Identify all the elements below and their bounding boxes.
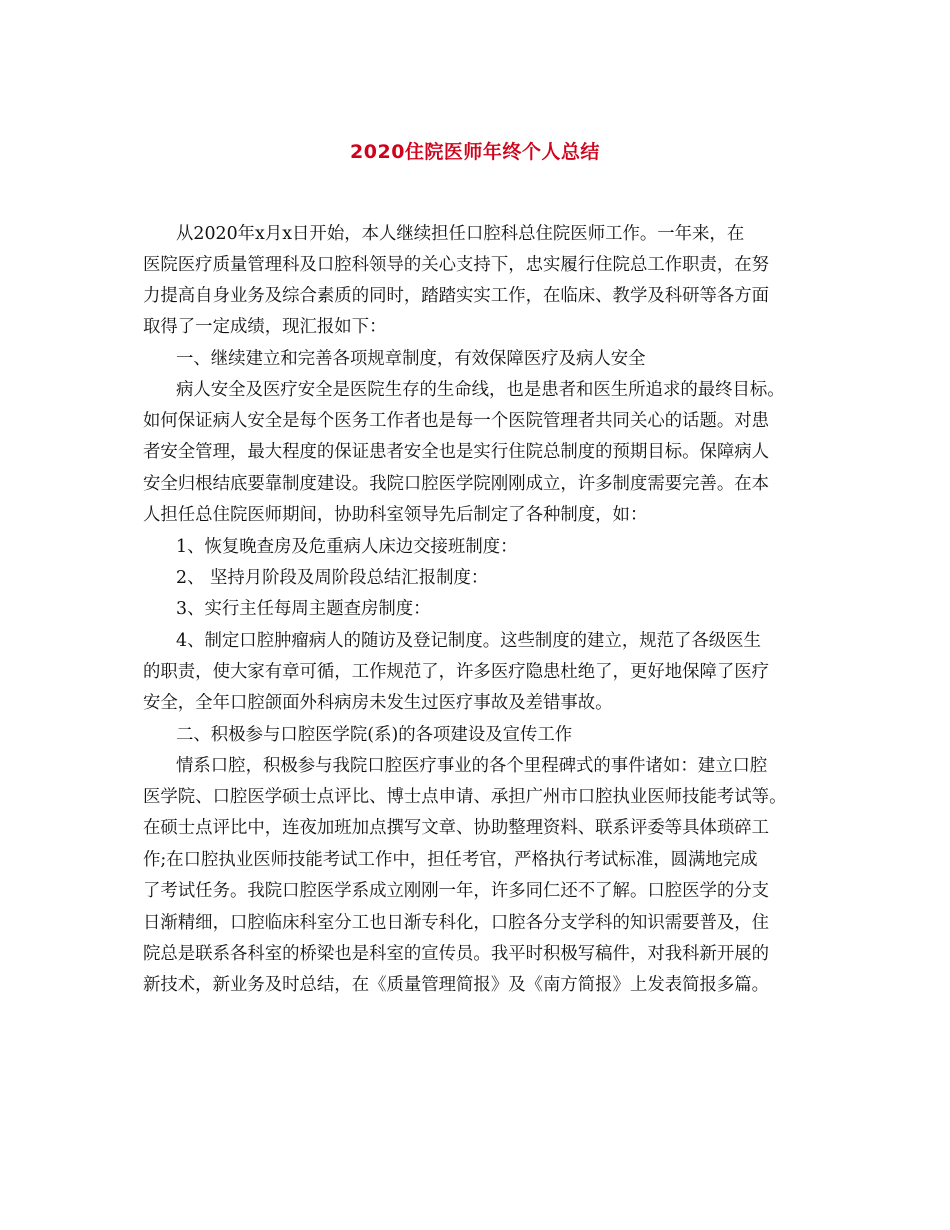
body-line: 力提高自身业务及综合素质的同时，踏踏实实工作，在临床、教学及科研等各方面 <box>143 286 770 306</box>
body-line: 了考试任务。我院口腔医学系成立刚刚一年，许多同仁还不了解。口腔医学的分支 <box>143 881 770 901</box>
body-line: 新技术，新业务及时总结，在《质量管理简报》及《南方简报》上发表简报多篇。 <box>143 975 770 995</box>
body-line: 人担任总住院医师期间，协助科室领导先后制定了各种制度，如： <box>143 505 648 525</box>
list-item: 1、恢复晚查房及危重病人床边交接班制度： <box>176 537 518 557</box>
section-heading: 一、继续建立和完善各项规章制度，有效保障医疗及病人安全 <box>176 349 646 369</box>
body-line: 如何保证病人安全是每个医务工作者也是每一个医院管理者共同关心的话题。对患 <box>143 411 770 431</box>
body-line: 医院医疗质量管理科及口腔科领导的关心支持下，忠实履行住院总工作职责，在努 <box>143 255 770 275</box>
body-line: 取得了一定成绩，现汇报如下： <box>143 317 387 337</box>
body-line: 院总是联系各科室的桥梁也是科室的宣传员。我平时积极写稿件，对我科新开展的 <box>143 944 770 964</box>
body-line: 医学院、口腔医学硕士点评比、博士点申请、承担广州市口腔执业医师技能考试等。 <box>143 787 787 807</box>
body-line: 作;在口腔执业医师技能考试工作中，担任考官，严格执行考试标准，圆满地完成 <box>143 850 758 870</box>
body-line: 安全归根结底要靠制度建设。我院口腔医学院刚刚成立，许多制度需要完善。在本 <box>143 474 770 494</box>
body-line: 日渐精细，口腔临床科室分工也日渐专科化，口腔各分支学科的知识需要普及，住 <box>143 913 770 933</box>
section-heading: 二、积极参与口腔医学院(系)的各项建设及宣传工作 <box>176 725 573 745</box>
body-line: 病人安全及医疗安全是医院生存的生命线，也是患者和医生所追求的最终目标。 <box>176 380 785 400</box>
body-line: 情系口腔，积极参与我院口腔医疗事业的各个里程碑式的事件诸如：建立口腔 <box>176 756 768 776</box>
list-item: 3、实行主任每周主题查房制度： <box>176 599 431 619</box>
body-line: 者安全管理，最大程度的保证患者安全也是实行住院总制度的预期目标。保障病人 <box>143 442 770 462</box>
body-line: 的职责，使大家有章可循，工作规范了，许多医疗隐患杜绝了，更好地保障了医疗 <box>143 662 770 682</box>
body-line: 从2020年x月x日开始，本人继续担任口腔科总住院医师工作。一年来，在 <box>176 224 745 244</box>
list-item: 4、制定口腔肿瘤病人的随访及登记制度。这些制度的建立，规范了各级医生 <box>176 631 761 651</box>
body-line: 安全，全年口腔颌面外科病房未发生过医疗事故及差错事故。 <box>143 693 613 713</box>
list-item: 2、 坚持月阶段及周阶段总结汇报制度： <box>176 568 489 588</box>
body-line: 在硕士点评比中，连夜加班加点撰写文章、协助整理资料、联系评委等具体琐碎工 <box>143 818 770 838</box>
document-title: 2020住院医师年终个人总结 <box>350 141 600 163</box>
